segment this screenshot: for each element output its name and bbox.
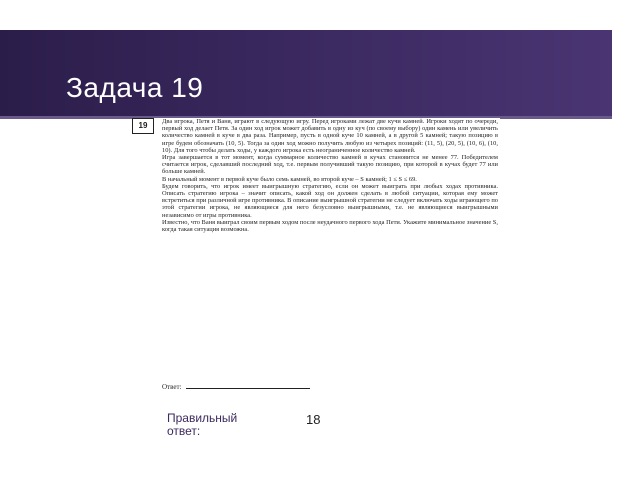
answer-blank — [186, 388, 310, 389]
task-paragraph: Будем говорить, что игрок имеет выигрышную стратегию, если он может выиграть при любых ходах противника. Описать стратегию игрока – значит описать, какой ход он должен сделать в любой ситуации, которая ему может встретиться при различной игре противника. В описание выигрышной стратегии не следует включать ходы играющего по этой стратегии игрока, не являющиеся для него безусловно выигрышными, т.е. не являющиеся выигрышными независимо от игры противника. — [162, 182, 498, 219]
task-number-box: 19 — [132, 118, 154, 134]
answer-label: Ответ: — [162, 383, 182, 391]
correct-answer-label: Правильный ответ: — [167, 411, 238, 438]
task-paragraph: В начальный момент в первой куче было семь камней, во второй куче – S камней; 1 ≤ S ≤ 69. — [162, 175, 417, 183]
task-document — [132, 118, 500, 406]
slide-title: Задача 19 — [66, 72, 204, 103]
task-paragraph: Два игрока, Петя и Ваня, играют в следующую игру. Перед игроками лежат две кучи камней. Игроки ходят по очереди, первый ход делает Петя. За один ход игрок может добавить в одну из куч (по своему выбору) один камень или увеличить количество камней в куче в два раза. Например, пусть в одной куче 10 камней, а в другой 5 камней; такую позицию в игре будем обозначать (10, 5). Тогда за один ход можно получить любую из четырех позиций: (11, 5), (20, 5), (10, 6), (10, 10). Для того чтобы делать ходы, у каждого игрока есть неограниченное количество камней. — [162, 118, 498, 154]
correct-answer-value: 18 — [306, 412, 321, 427]
task-text — [162, 118, 498, 233]
task-paragraph: Игра завершается в тот момент, когда суммарное количество камней в кучах становится не менее 77. Победителем считается игрок, сделавший последний ход, т.е. первым получивший такую позицию, при которой в кучах будет 77 или больше камней. — [162, 154, 498, 176]
task-paragraph: Известно, что Ваня выиграл своим первым ходом после неудачного первого хода Пети. Укажите минимальное значение S, когда такая ситуация возможна. — [162, 218, 498, 234]
answer-line — [162, 384, 498, 391]
